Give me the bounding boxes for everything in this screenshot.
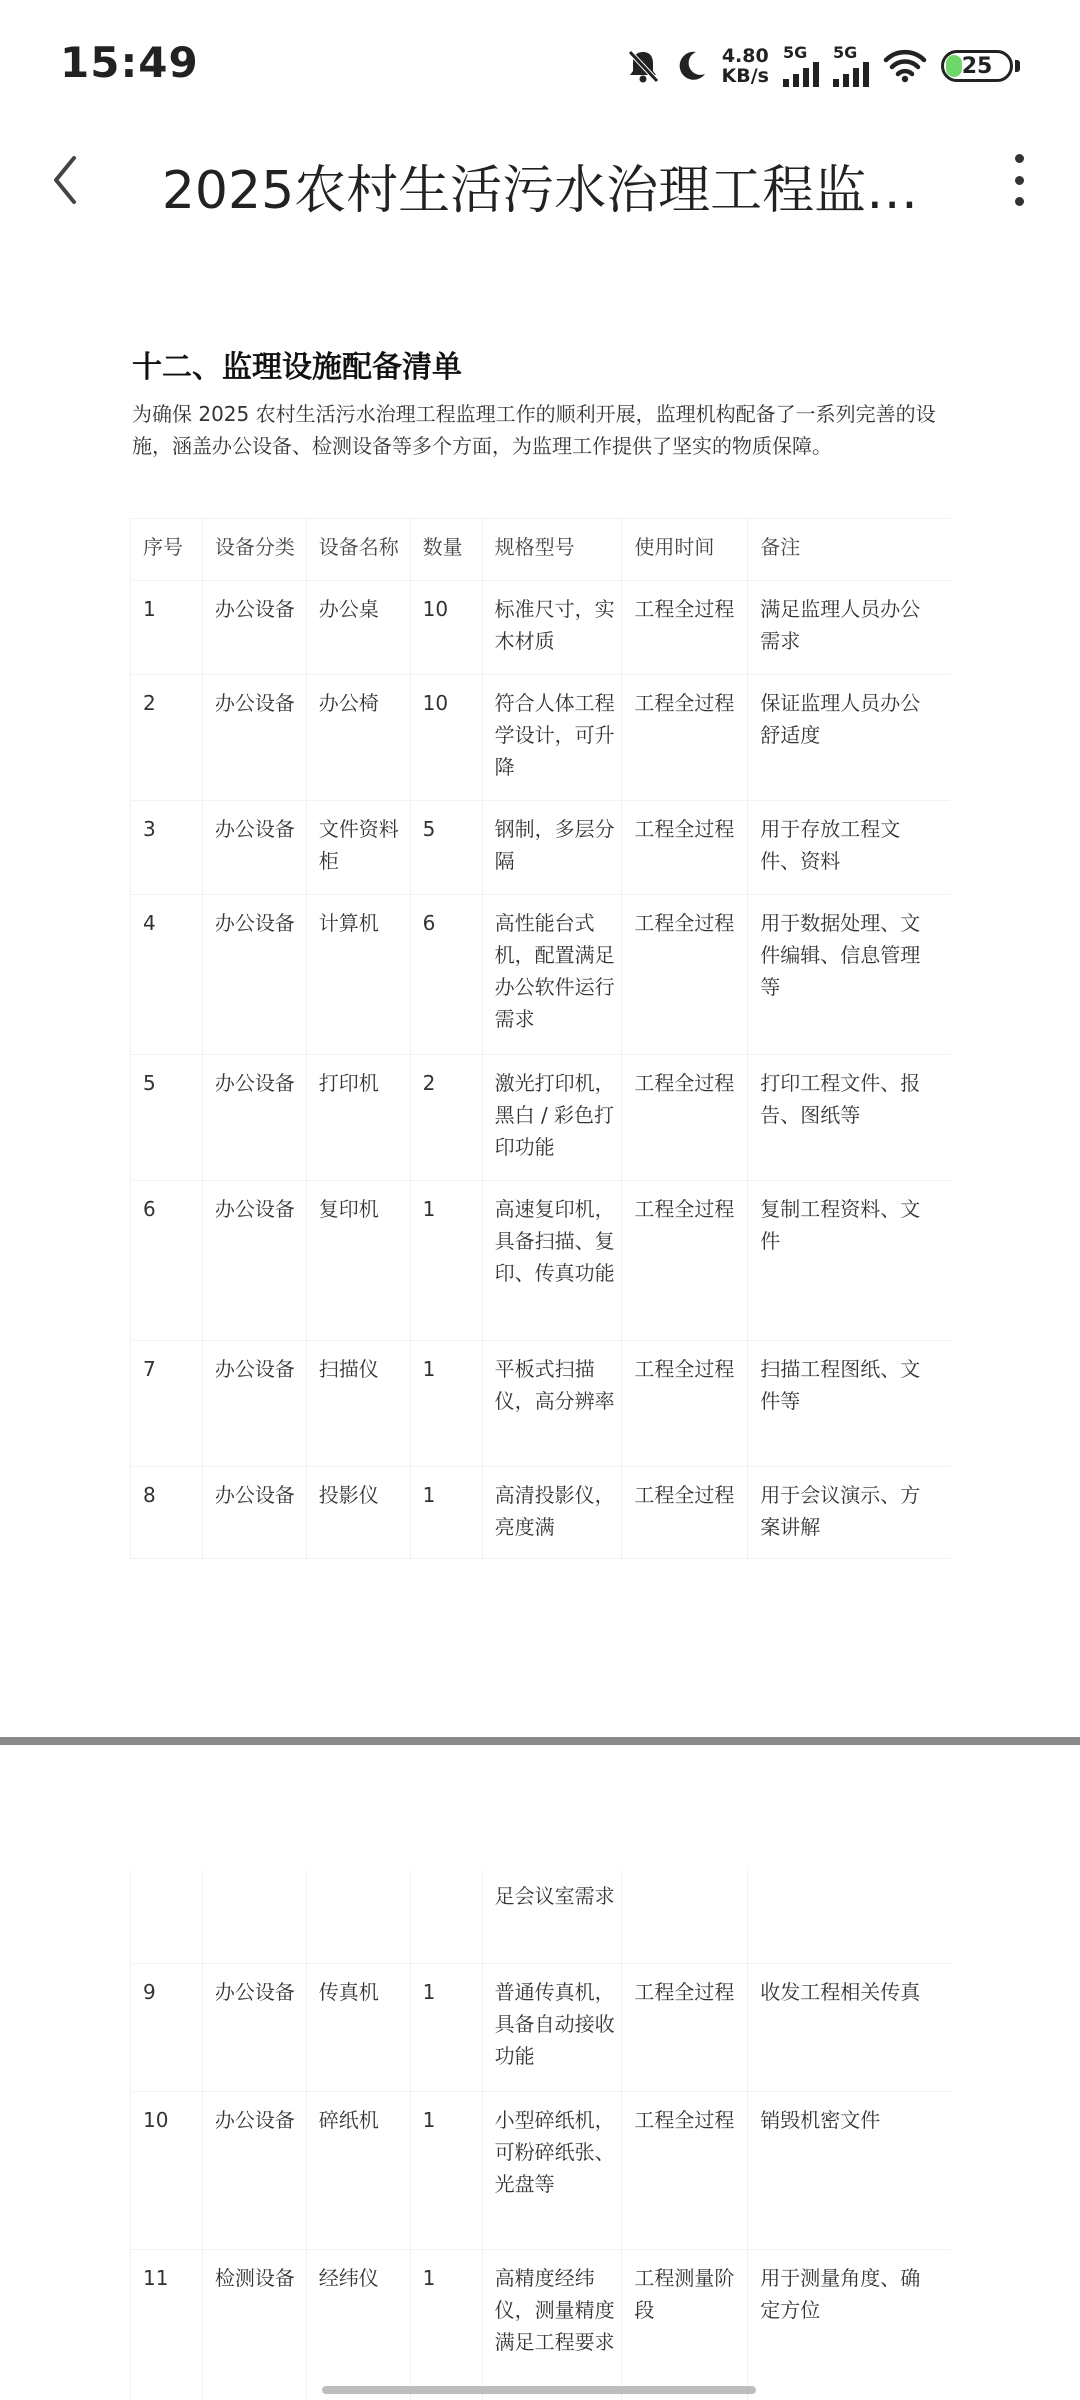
table-cell: 8 (131, 1467, 203, 1558)
battery-icon (941, 50, 1020, 82)
table-cell: 扫描工程图纸、文件等 (760, 1357, 921, 1413)
table-cell: 用于数据处理、文件编辑、信息管理等 (760, 911, 921, 999)
table-cell: 办公设备 (203, 895, 307, 1054)
table-cell: 6 (411, 895, 483, 1054)
battery-level: 25 (961, 53, 993, 79)
table-cell: 计算机 (307, 895, 411, 1054)
column-header: 数量 (411, 519, 483, 580)
table-cell: 4 (131, 895, 203, 1054)
table-cell: 符合人体工程学设计，可升降 (483, 675, 623, 800)
table-cell: 文件资料柜 (307, 801, 411, 894)
table-row-continuation (131, 1870, 950, 1964)
table-cell: 工程全过程 (622, 1467, 748, 1558)
table-cell: 11 (131, 2250, 203, 2400)
wifi-icon (883, 49, 927, 83)
more-vertical-icon (1015, 154, 1024, 163)
table-cell: 办公椅 (307, 675, 411, 800)
table-cell: 6 (131, 1181, 203, 1340)
table-cell: 复制工程资料、文件 (760, 1197, 921, 1253)
table-cell: 碎纸机 (307, 2092, 411, 2249)
network-speed-value: 4.80 (721, 45, 769, 67)
table-cell: 平板式扫描仪，高分辨率 (483, 1341, 623, 1466)
table-cell: 10 (411, 581, 483, 674)
table-cell: 1 (411, 2092, 483, 2249)
table-cell: 钢制，多层分隔 (483, 801, 623, 894)
app-header (0, 130, 1080, 230)
table-row (131, 2092, 950, 2250)
table-cell: 办公设备 (203, 1181, 307, 1340)
table-row (131, 1467, 950, 1559)
table-cell: 足会议室需求 (483, 1870, 623, 1963)
table-cell: 扫描仪 (307, 1341, 411, 1466)
column-header: 规格型号 (483, 519, 623, 580)
table-cell: 普通传真机，具备自动接收功能 (483, 1964, 623, 2091)
table-cell: 1 (411, 1341, 483, 1466)
table-cell: 办公设备 (203, 581, 307, 674)
back-button[interactable] (40, 150, 90, 210)
table-cell: 高精度经纬仪，测量精度满足工程要求 (483, 2250, 623, 2400)
table-cell: 5 (131, 1055, 203, 1180)
network-speed-unit: KB/s (721, 65, 769, 87)
table-cell: 1 (411, 1181, 483, 1340)
table-cell: 3 (131, 801, 203, 894)
table-cell: 9 (131, 1964, 203, 2091)
table-row (131, 2250, 950, 2400)
table-cell: 工程全过程 (622, 1055, 748, 1180)
table-cell: 高性能台式机，配置满足办公软件运行需求 (483, 895, 623, 1054)
more-options-button[interactable] (1004, 150, 1034, 210)
table-cell: 工程全过程 (622, 675, 748, 800)
table-cell: 2 (411, 1055, 483, 1180)
table-cell: 用于测量角度、确定方位 (760, 2266, 921, 2322)
table-cell: 工程全过程 (622, 801, 748, 894)
status-time: 15:49 (60, 38, 199, 87)
signal-icon (783, 45, 819, 87)
table-row (131, 581, 950, 675)
table-cell: 办公设备 (203, 1341, 307, 1466)
table-cell: 满足监理人员办公需求 (760, 597, 921, 653)
table-cell: 激光打印机，黑白 / 彩色打印功能 (483, 1055, 623, 1180)
table-row (131, 675, 950, 801)
signal-icon (833, 45, 869, 87)
document-title: 2025农村生活污水治理工程监… (161, 161, 919, 221)
column-header: 序号 (131, 519, 203, 580)
table-cell: 办公桌 (307, 581, 411, 674)
table-cell: 工程全过程 (622, 2092, 748, 2249)
table-cell: 用于存放工程文件、资料 (760, 817, 901, 873)
table-cell: 小型碎纸机，可粉碎纸张、光盘等 (483, 2092, 623, 2249)
chevron-left-icon (50, 152, 80, 208)
table-row (131, 1055, 950, 1181)
table-cell: 7 (131, 1341, 203, 1466)
table-cell: 办公设备 (203, 1467, 307, 1558)
table-cell: 1 (411, 1467, 483, 1558)
moon-icon (674, 48, 708, 84)
table-cell: 2 (131, 675, 203, 800)
table-cell: 用于会议演示、方案讲解 (760, 1483, 921, 1539)
table-cell: 办公设备 (203, 1964, 307, 2091)
column-header: 备注 (760, 535, 801, 559)
signal-label: 5G (833, 43, 858, 62)
equipment-table-page-2 (130, 1870, 950, 2400)
column-header: 设备名称 (307, 519, 411, 580)
table-cell: 10 (411, 675, 483, 800)
table-cell: 办公设备 (203, 675, 307, 800)
table-cell: 1 (411, 1964, 483, 2091)
table-cell: 高清投影仪，亮度满 (483, 1467, 623, 1558)
table-cell: 打印工程文件、报告、图纸等 (760, 1071, 921, 1127)
table-cell: 标准尺寸，实木材质 (483, 581, 623, 674)
signal-label: 5G (783, 43, 808, 62)
column-header: 使用时间 (622, 519, 748, 580)
table-cell: 1 (131, 581, 203, 674)
table-cell: 投影仪 (307, 1467, 411, 1558)
table-cell: 工程全过程 (622, 1964, 748, 2091)
equipment-table-page-1 (130, 518, 950, 1559)
table-row (131, 801, 950, 895)
table-cell: 10 (131, 2092, 203, 2249)
home-indicator[interactable] (322, 2386, 756, 2394)
table-cell: 办公设备 (203, 1055, 307, 1180)
table-cell: 销毁机密文件 (760, 2108, 881, 2132)
table-cell: 办公设备 (203, 2092, 307, 2249)
table-cell: 高速复印机，具备扫描、复印、传真功能 (483, 1181, 623, 1340)
table-row (131, 1181, 950, 1341)
status-bar (0, 0, 1080, 130)
table-cell: 收发工程相关传真 (760, 1980, 921, 2004)
table-cell: 办公设备 (203, 801, 307, 894)
table-row (131, 895, 950, 1055)
network-speed (722, 46, 769, 86)
table-cell: 1 (411, 2250, 483, 2400)
table-cell: 工程测量阶段 (622, 2250, 748, 2400)
section-heading: 十二、监理设施配备清单 (132, 350, 462, 385)
table-cell: 工程全过程 (622, 1341, 748, 1466)
mute-bell-icon (626, 48, 660, 84)
table-cell: 打印机 (307, 1055, 411, 1180)
status-icons (626, 38, 1020, 94)
table-cell: 检测设备 (203, 2250, 307, 2400)
table-cell: 工程全过程 (622, 895, 748, 1054)
table-row (131, 1964, 950, 2092)
table-header-row (131, 519, 950, 581)
intro-paragraph: 为确保 2025 农村生活污水治理工程监理工作的顺利开展，监理机构配备了一系列完善的设施，涵盖办公设备、检测设备等多个方面，为监理工作提供了坚实的物质保障。 (132, 402, 936, 458)
table-cell: 经纬仪 (307, 2250, 411, 2400)
column-header: 设备分类 (203, 519, 307, 580)
page-divider (0, 1737, 1080, 1745)
table-cell: 保证监理人员办公舒适度 (760, 691, 921, 747)
table-cell: 5 (411, 801, 483, 894)
table-cell: 复印机 (307, 1181, 411, 1340)
table-cell: 工程全过程 (622, 1181, 748, 1340)
table-cell: 传真机 (307, 1964, 411, 2091)
table-cell: 工程全过程 (622, 581, 748, 674)
table-row (131, 1341, 950, 1467)
